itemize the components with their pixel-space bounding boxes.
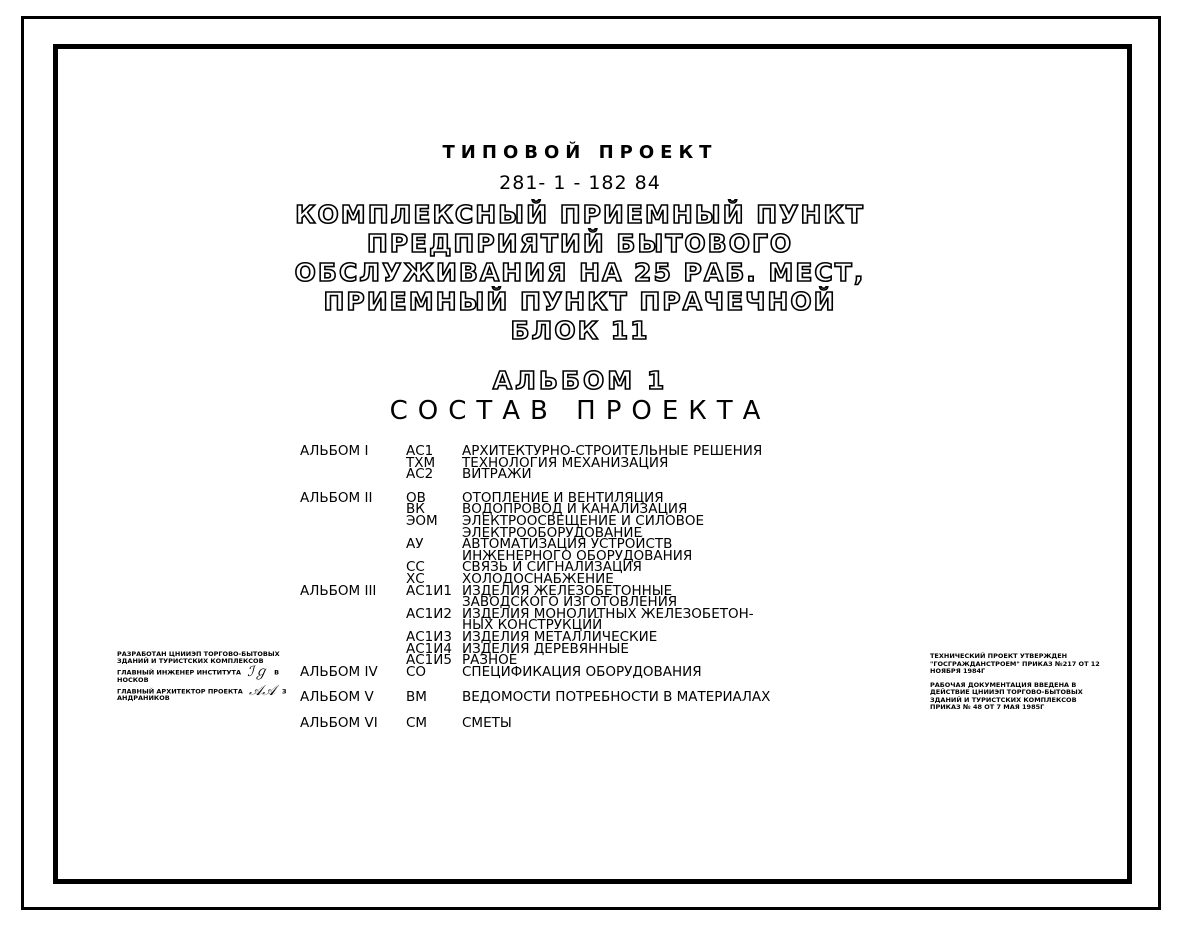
toc-row [300,605,920,622]
contents-heading: СОСТАВ ПРОЕКТА [389,396,771,426]
title-line: ПРЕДПРИЯТИЙ БЫТОВОГО [366,229,794,258]
toc-text: ХОЛОДОСНАБЖЕНИЕ [462,570,614,587]
toc-code: СС [406,559,425,576]
toc-album [300,597,406,609]
toc-code: ХС [406,570,425,587]
toc-album [300,620,406,632]
toc-code: ВМ [406,689,427,706]
toc-row [300,640,920,657]
pre-title: ТИПОВОЙ ПРОЕКТ [442,142,718,163]
toc-text: ЭЛЕКТРООБОРУДОВАНИЕ [462,524,643,541]
approval-stamp [930,653,1100,718]
toc-code: АС1И3 [406,628,452,645]
toc-code: АС1И1 [406,582,452,599]
title-line: ОБСЛУЖИВАНИЯ НА 25 РАБ. МЕСТ, [294,258,866,287]
toc-row [300,454,920,471]
toc-text: ИЗДЕЛИЯ ЖЕЛЕЗОБЕТОННЫЕ [462,582,673,599]
toc-text: ЭЛЕКТРООСВЕЩЕНИЕ И СИЛОВОЕ [462,512,705,529]
toc-text: НЫХ КОНСТРУКЦИЙ [462,617,603,634]
toc-text: ТЕХНОЛОГИЯ МЕХАНИЗАЦИЯ [462,454,669,471]
toc-album: АЛЬБОМ I [300,443,369,459]
toc-album [300,562,406,574]
toc-code: АС1И4 [406,640,452,657]
toc-row [300,689,920,706]
toc-text: ИНЖЕНЕРНОГО ОБОРУДОВАНИЯ [462,547,693,564]
toc-row [300,663,920,680]
toc-code: АС1 [406,443,434,459]
contents-list [300,443,920,731]
approval-text: ТЕХНИЧЕСКИЙ ПРОЕКТ УТВЕРЖДЕН "ГОСГРАЖДАНСТРОЕМ" ПРИКАЗ №217 ОТ 12 НОЯБРЯ 1984Г [930,652,1100,675]
toc-text: АВТОМАТИЗАЦИЯ УСТРОЙСТВ [462,536,673,553]
title-line: ПРИЕМНЫЙ ПУНКТ ПРАЧЕЧНОЙ [323,287,837,316]
toc-code: ВК [406,501,425,518]
toc-text: СПЕЦИФИКАЦИЯ ОБОРУДОВАНИЯ [462,663,702,680]
toc-text: РАЗНОЕ [462,652,518,669]
chief-engineer-label: ГЛАВНЫЙ ИНЖЕНЕР ИНСТИТУТА [117,668,242,677]
toc-code: СМ [406,714,428,731]
toc-album [300,469,406,481]
chief-architect-name: З АНДРАНИКОВ [117,687,287,702]
toc-text: СВЯЗЬ И СИГНАЛИЗАЦИЯ [462,559,642,576]
toc-code: ТХМ [406,454,436,471]
toc-text: ЗАВОДСКОГО ИЗГОТОВЛЕНИЯ [462,594,678,611]
toc-album: АЛЬБОМ V [300,689,374,706]
toc-code: АС2 [406,466,434,483]
toc-text: ИЗДЕЛИЯ МОНОЛИТНЫХ ЖЕЛЕЗОБЕТОН- [462,605,754,622]
toc-text: АРХИТЕКТУРНО-СТРОИТЕЛЬНЫЕ РЕШЕНИЯ [462,443,763,459]
toc-album: АЛЬБОМ IV [300,663,378,680]
enactment-text: РАБОЧАЯ ДОКУМЕНТАЦИЯ ВВЕДЕНА В ДЕЙСТВИЕ ЦНИИЭП ТОРГОВО-БЫТОВЫХ ЗДАНИЙ И ТУРИСТСКИХ КОМПЛЕКСОВ ПРИКАЗ № 48 ОТ 7 МАЯ 1985Г [930,680,1083,711]
toc-text: ВЕДОМОСТИ ПОТРЕБНОСТИ В МАТЕРИАЛАХ [462,689,771,706]
main-title [200,200,960,345]
toc-text: ИЗДЕЛИЯ ДЕРЕВЯННЫЕ [462,640,629,657]
title-line: БЛОК 11 [510,316,650,345]
toc-album [300,551,406,563]
toc-album [300,504,406,516]
toc-album [300,458,406,470]
toc-album: АЛЬБОМ III [300,582,377,599]
toc-album [300,644,406,656]
toc-code: ЭОМ [406,512,438,529]
signature-icon: 𝒜𝒜 [249,682,276,699]
toc-code: ОВ [406,489,426,506]
chief-architect-label: ГЛАВНЫЙ АРХИТЕКТОР ПРОЕКТА [117,687,243,695]
toc-album [300,516,406,528]
toc-album: АЛЬБОМ VI [300,714,378,731]
toc-code: АС1И2 [406,605,452,622]
title-line: КОМПЛЕКСНЫЙ ПРИЕМНЫЙ ПУНКТ [295,200,865,229]
toc-code: АС1И5 [406,652,452,669]
toc-text: ОТОПЛЕНИЕ И ВЕНТИЛЯЦИЯ [462,489,664,506]
toc-text: СМЕТЫ [462,714,512,731]
chief-architect-row [117,682,292,703]
toc-text: ВОДОПРОВОД И КАНАЛИЗАЦИЯ [462,501,688,518]
project-number: 281- 1 - 182 84 [499,172,661,194]
developer-text: РАЗРАБОТАН ЦНИИЭП ТОРГОВО-БЫТОВЫХ ЗДАНИЙ И ТУРИСТСКИХ КОМПЛЕКСОВ [117,650,280,665]
toc-text: ВИТРАЖИ [462,466,532,483]
toc-album [300,539,406,551]
toc-album [300,632,406,644]
toc-album [300,528,406,540]
toc-row [300,466,920,483]
toc-row [300,714,920,731]
developer-stamp [117,651,292,706]
chief-engineer-row [117,664,292,684]
toc-album [300,609,406,621]
chief-engineer-name: В НОСКОВ [117,668,280,684]
signature-icon: ℐℊ [247,664,268,680]
toc-album: АЛЬБОМ II [300,489,373,506]
toc-code: АУ [406,536,424,553]
toc-code: СО [406,663,427,680]
album-title: АЛЬБОМ 1 [492,366,668,395]
toc-text: ИЗДЕЛИЯ МЕТАЛЛИЧЕСКИЕ [462,628,658,645]
